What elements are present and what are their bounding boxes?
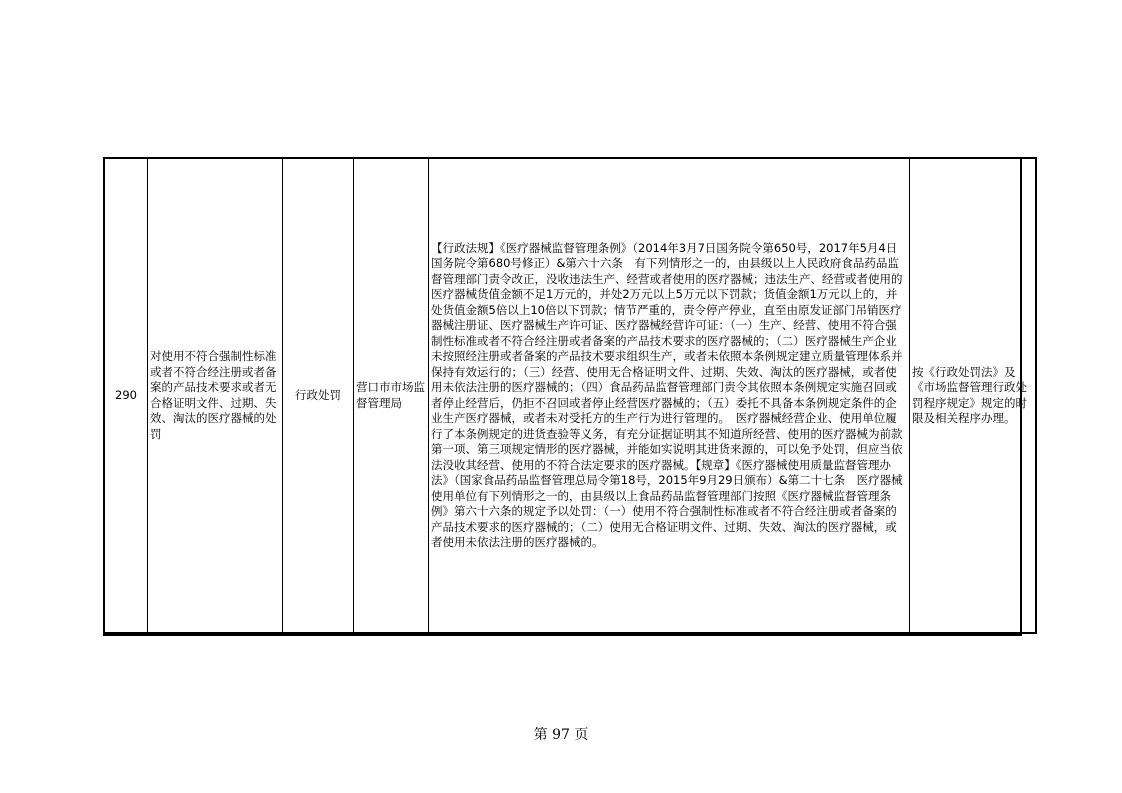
power-list-table: [103, 157, 1037, 634]
procedure-cell: 按《行政处罚法》及《市场监督管理行政处罚程序规定》规定的时限及相关程序办理。: [910, 158, 1037, 633]
department-cell: 营口市市场监督管理局: [354, 158, 429, 633]
item-name-cell: 对使用不符合强制性标准或者不符合经注册或者备案的产品技术要求或者无合格证明文件、过期、失效、淘汰的医疗器械的处罚: [148, 158, 283, 633]
legal-basis-cell: 【行政法规】《医疗器械监督管理条例》（2014年3月7日国务院令第650号，2017年5月4日国务院令第680号修正）&第六十六条 有下列情形之一的，由县级以上人民政府食品药品监督管理部门责令改正，没收违法生产、经营或者使用的医疗器械；违法生产、经营或者使用的医疗器械货值金额不足1万元的，并处2万元以上5万元以下罚款；货值金额1万元以上的，并处货值金额5倍以上10倍以下罚款；情节严重的，责令停产停业，直至由原发证部门吊销医疗器械注册证、医疗器械生产许可证、医疗器械经营许可证：（一）生产、经营、使用不符合强制性标准或者不符合经注册或者备案的产品技术要求的医疗器械的；（二）医疗器械生产企业未按照经注册或者备案的产品技术要求组织生产，或者未依照本条例规定建立质量管理体系并保持有效运行的；（三）经营、使用无合格证明文件、过期、失效、淘汰的医疗器械，或者使用未依法注册的医疗器械的；（四）食品药品监督管理部门责令其依照本条例规定实施召回或者停止经营后，仍拒不召回或者停止经营医疗器械的；（五）委托不具备本条例规定条件的企业生产医疗器械，或者未对受托方的生产行为进行管理的。 医疗器械经营企业、使用单位履行了本条例规定的进货查验等义务，有充分证据证明其不知道所经营、使用的医疗器械为前款第一项、第三项规定情形的医疗器械，并能如实说明其进货来源的，可以免予处罚，但应当依法没收其经营、使用的不符合法定要求的医疗器械。【规章】《医疗器械使用质量监督管理办法》（国家食品药品监督管理总局令第18号，2015年9月29日颁布）&第二十七条 医疗器械使用单位有下列情形之一的，由县级以上食品药品监督管理部门按照《医疗器械监督管理条例》第六十六条的规定予以处罚：（一）使用不符合强制性标准或者不符合经注册或者备案的产品技术要求的医疗器械的；（二）使用无合格证明文件、过期、失效、淘汰的医疗器械，或者使用未依法注册的医疗器械的。: [429, 158, 910, 633]
page-number: 第 97 页: [533, 727, 589, 743]
table-row: [104, 158, 1036, 633]
power-type-cell: 行政处罚: [283, 158, 354, 633]
row-number: 290: [104, 158, 148, 633]
